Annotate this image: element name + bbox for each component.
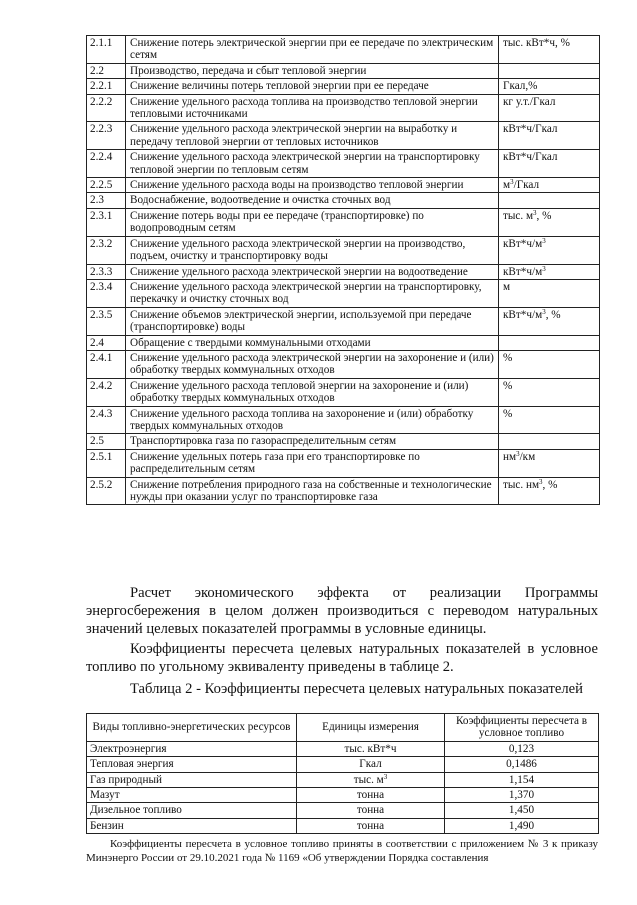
resource-coefficient: 0,123 — [445, 741, 599, 756]
row-number: 2.3 — [87, 193, 126, 208]
table-row — [87, 63, 600, 78]
row-unit — [499, 94, 600, 122]
table-row — [87, 378, 600, 406]
resource-unit — [297, 803, 445, 818]
table-row — [87, 79, 600, 94]
unit-text: Гкал,% — [503, 80, 538, 93]
resource-unit — [297, 757, 445, 772]
table-row — [87, 193, 600, 208]
row-unit — [499, 264, 600, 279]
unit-text: % — [503, 407, 513, 420]
unit-superscript: 3 — [383, 772, 388, 781]
unit-superscript: 3 — [533, 208, 537, 217]
header-units: Единицы измерения — [297, 714, 445, 742]
resource-unit — [297, 772, 445, 787]
resource-name: Бензин — [87, 818, 297, 833]
row-number: 2.5 — [87, 434, 126, 449]
table2-caption: Таблица 2 - Коэффициенты пересчета целевых натуральных показателей — [130, 681, 583, 697]
row-number: 2.4 — [87, 335, 126, 350]
unit-suffix: /Гкал — [513, 179, 540, 192]
resource-name: Мазут — [87, 788, 297, 803]
row-unit — [499, 434, 600, 449]
table-row — [87, 335, 600, 350]
unit-text: кВт*ч/Гкал — [503, 123, 558, 136]
row-unit — [499, 350, 600, 378]
row-indicator: Снижение удельного расхода электрической энергии на водоотведение — [126, 264, 499, 279]
table-row — [87, 477, 600, 505]
row-number: 2.2 — [87, 63, 126, 78]
row-number: 2.2.3 — [87, 122, 126, 150]
table-row — [87, 150, 600, 178]
table-row — [87, 94, 600, 122]
unit-text: тыс. нм — [503, 478, 540, 491]
unit-suffix: , % — [542, 478, 558, 491]
row-indicator: Снижение удельного расхода электрической энергии на захоронение и (или) обработку твердых коммунальных отходов — [126, 350, 499, 378]
coefficients-table-body — [87, 741, 599, 833]
resource-unit — [297, 741, 445, 756]
row-unit — [499, 79, 600, 94]
row-indicator: Снижение удельного расхода электрической энергии на транспортировку, перекачку и очистку сточных вод — [126, 279, 499, 307]
table-row — [87, 122, 600, 150]
header-resources: Виды топливно-энергетических ресурсов — [87, 714, 297, 742]
unit-text: кВт*ч/м — [503, 265, 543, 278]
resource-name: Тепловая энергия — [87, 757, 297, 772]
row-indicator: Снижение удельного расхода топлива на производство тепловой энергии тепловыми источниками — [126, 94, 499, 122]
row-indicator: Снижение удельного расхода электрической энергии на выработку и передачу тепловой энергии от тепловых источников — [126, 122, 499, 150]
resource-name: Газ природный — [87, 772, 297, 787]
footnote: Коэффициенты пересчета в условное топливо приняты в соответствии с приложением № 3 к приказу Минэнерго России от 29.10.2021 года № 1169 «Об утверждении Порядка составления — [86, 838, 598, 864]
unit-text: Гкал — [359, 758, 382, 771]
table-row — [87, 350, 600, 378]
row-number: 2.2.2 — [87, 94, 126, 122]
row-indicator: Снижение удельного расхода топлива на захоронение и (или) обработку твердых коммунальных отходов — [126, 406, 499, 434]
row-unit — [499, 122, 600, 150]
unit-text: кг у.т./Гкал — [503, 95, 556, 108]
row-unit — [499, 36, 600, 64]
table-row — [87, 818, 599, 833]
paragraph-economic-effect: Расчет экономического эффекта от реализации Программы энергосбережения в целом должен производиться с переводом натуральных значений целевых показателей программы в условные единицы. — [86, 585, 598, 637]
unit-superscript: 3 — [510, 178, 514, 187]
table-row — [87, 449, 600, 477]
resource-coefficient: 0,1486 — [445, 757, 599, 772]
table-row — [87, 772, 599, 787]
row-unit — [499, 150, 600, 178]
row-unit — [499, 208, 600, 236]
unit-text: кВт*ч/Гкал — [503, 151, 558, 164]
row-unit — [499, 236, 600, 264]
row-number: 2.2.1 — [87, 79, 126, 94]
row-indicator: Снижение удельного расхода электрической энергии на производство, подъем, очистку и транспортировку воды — [126, 236, 499, 264]
row-number: 2.5.1 — [87, 449, 126, 477]
table-row — [87, 178, 600, 193]
row-indicator: Снижение потребления природного газа на собственные и технологические нужды при оказании услуг по транспортировке газа — [126, 477, 499, 505]
row-unit — [499, 178, 600, 193]
unit-suffix: /км — [519, 450, 536, 463]
row-indicator: Снижение потерь воды при ее передаче (транспортировке) по водопроводным сетям — [126, 208, 499, 236]
row-unit — [499, 63, 600, 78]
row-unit — [499, 307, 600, 335]
coefficients-table — [86, 713, 599, 834]
unit-superscript: 3 — [542, 307, 546, 316]
unit-superscript: 3 — [539, 477, 543, 486]
resource-coefficient: 1,370 — [445, 788, 599, 803]
table-row — [87, 279, 600, 307]
table-row — [87, 741, 599, 756]
row-unit — [499, 406, 600, 434]
unit-text: м — [503, 179, 511, 192]
unit-text: % — [503, 351, 513, 364]
unit-superscript: 3 — [542, 264, 546, 273]
row-indicator: Снижение удельного расхода электрической энергии на транспортировку тепловой энергии по тепловым сетям — [126, 150, 499, 178]
unit-text: тыс. кВт*ч, % — [503, 37, 570, 49]
row-unit — [499, 279, 600, 307]
table-row — [87, 208, 600, 236]
row-unit — [499, 335, 600, 350]
row-number: 2.4.2 — [87, 378, 126, 406]
table-row — [87, 434, 600, 449]
resource-coefficient: 1,154 — [445, 772, 599, 787]
unit-text: тонна — [356, 804, 385, 817]
row-number: 2.4.1 — [87, 350, 126, 378]
table-row — [87, 788, 599, 803]
row-number: 2.5.2 — [87, 477, 126, 505]
unit-text: тыс. м — [503, 209, 534, 222]
row-number: 2.2.4 — [87, 150, 126, 178]
unit-text: тонна — [356, 789, 385, 802]
table-row — [87, 406, 600, 434]
row-indicator: Снижение величины потерь тепловой энергии при ее передаче — [126, 79, 499, 94]
unit-text: % — [503, 379, 513, 392]
row-unit — [499, 477, 600, 505]
unit-suffix: , % — [545, 308, 561, 321]
row-indicator: Водоснабжение, водоотведение и очистка сточных вод — [126, 193, 499, 208]
paragraph-coefficients: Коэффициенты пересчета целевых натуральных показателей в условное топливо по угольному эквиваленту приведены в таблице 2. — [86, 641, 598, 675]
row-indicator: Снижение удельных потерь газа при его транспортировке по распределительным сетям — [126, 449, 499, 477]
table-row — [87, 236, 600, 264]
row-number: 2.3.1 — [87, 208, 126, 236]
unit-text: тыс. кВт*ч — [344, 742, 397, 755]
table-row — [87, 264, 600, 279]
unit-text: нм — [503, 450, 517, 463]
table-row — [87, 36, 600, 64]
row-unit — [499, 193, 600, 208]
header-coefficients: Коэффициенты пересчета в условное топливо — [445, 714, 599, 742]
row-unit — [499, 378, 600, 406]
row-unit — [499, 449, 600, 477]
resource-unit — [297, 788, 445, 803]
table-row — [87, 307, 600, 335]
row-indicator: Снижение удельного расхода тепловой энергии на захоронение и (или) обработку твердых коммунальных отходов — [126, 378, 499, 406]
unit-text: тонна — [356, 819, 385, 832]
unit-text: кВт*ч/м — [503, 237, 543, 250]
unit-superscript: 3 — [542, 236, 546, 245]
row-indicator: Транспортировка газа по газораспределительным сетям — [126, 434, 499, 449]
unit-text: кВт*ч/м — [503, 308, 543, 321]
row-indicator: Производство, передача и сбыт тепловой энергии — [126, 63, 499, 78]
unit-text: тыс. м — [353, 773, 384, 786]
row-number: 2.3.2 — [87, 236, 126, 264]
row-number: 2.3.3 — [87, 264, 126, 279]
row-indicator: Снижение объемов электрической энергии, используемой при передаче (транспортировке) воды — [126, 307, 499, 335]
targets-table-body — [87, 36, 600, 505]
resource-coefficient: 1,490 — [445, 818, 599, 833]
resource-name: Дизельное топливо — [87, 803, 297, 818]
table-row — [87, 803, 599, 818]
unit-superscript: 3 — [516, 449, 520, 458]
row-number: 2.2.5 — [87, 178, 126, 193]
resource-name: Электроэнергия — [87, 741, 297, 756]
unit-text: м — [503, 280, 511, 293]
unit-suffix: , % — [536, 209, 552, 222]
row-number: 2.3.5 — [87, 307, 126, 335]
row-indicator: Снижение удельного расхода воды на производство тепловой энергии — [126, 178, 499, 193]
targets-table — [86, 35, 600, 505]
table-row — [87, 757, 599, 772]
row-number: 2.3.4 — [87, 279, 126, 307]
resource-unit — [297, 818, 445, 833]
row-indicator: Снижение потерь электрической энергии при ее передаче по электрическим сетям — [126, 36, 499, 64]
row-number: 2.4.3 — [87, 406, 126, 434]
row-indicator: Обращение с твердыми коммунальными отходами — [126, 335, 499, 350]
table2-header-row — [87, 714, 599, 742]
row-number: 2.1.1 — [87, 36, 126, 64]
resource-coefficient: 1,450 — [445, 803, 599, 818]
